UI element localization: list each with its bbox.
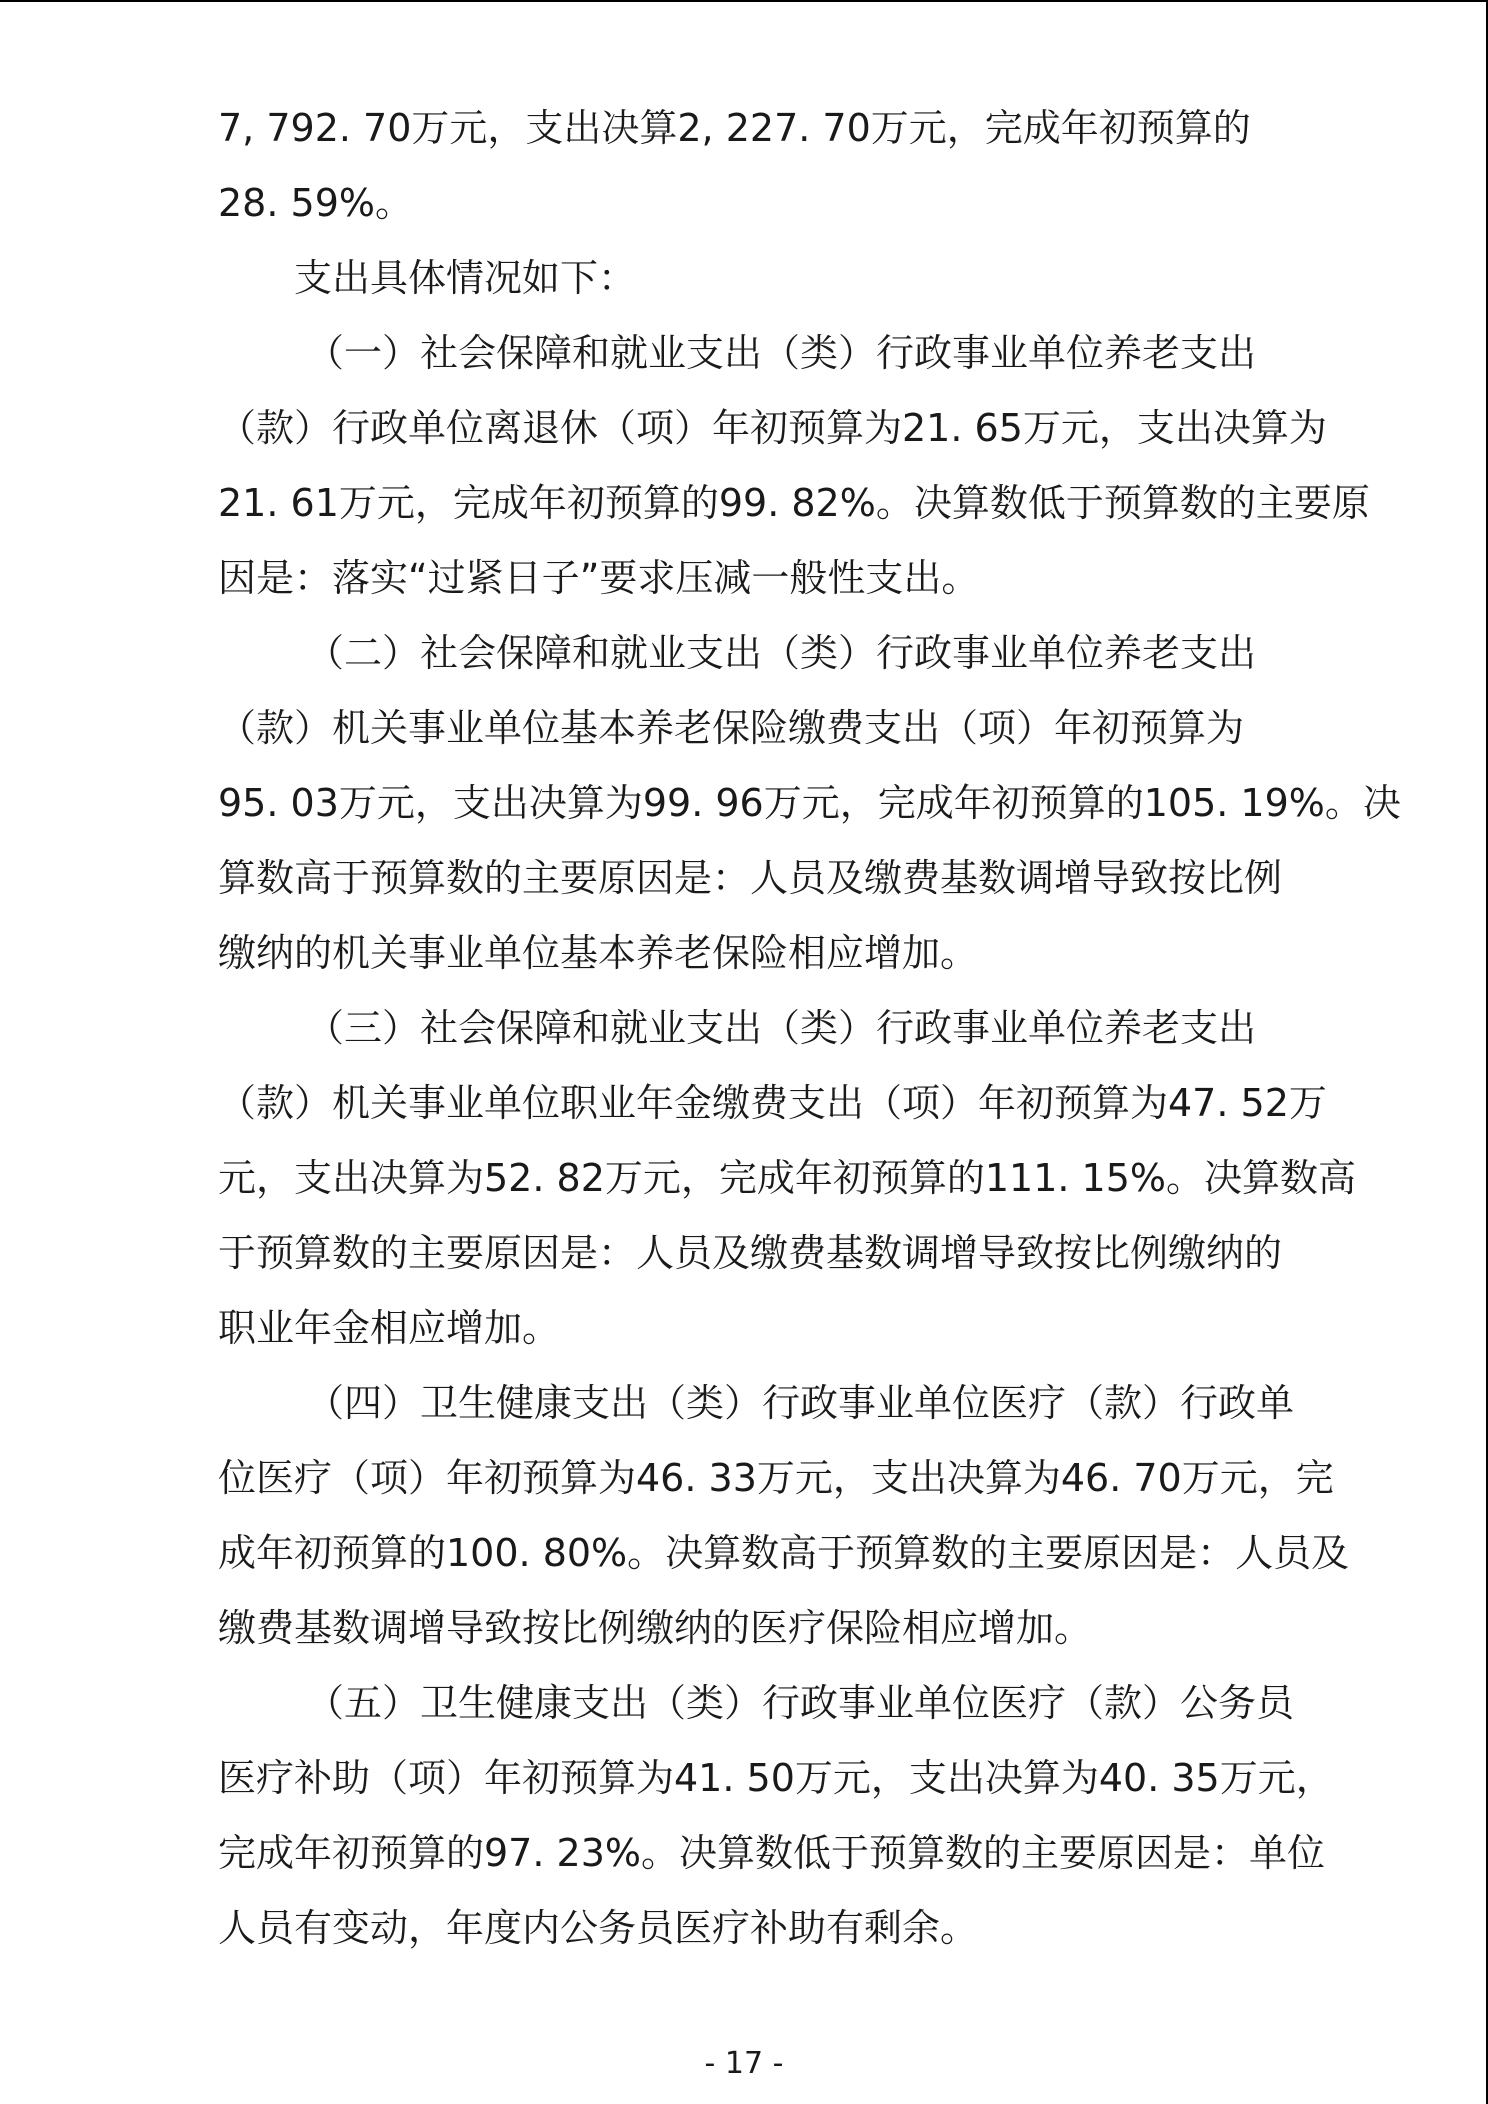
text-line: 缴纳的机关事业单位基本养老保险相应增加。 (218, 931, 979, 975)
text-line: （款）机关事业单位职业年金缴费支出（项）年初预算为47. 52万 (218, 1081, 1327, 1125)
document-body (218, 96, 1401, 1971)
item-2-heading: （二）社会保障和就业支出（类）行政事业单位养老支出 (306, 631, 1257, 675)
text-line: 缴费基数调增导致按比例缴纳的医疗保险相应增加。 (218, 1606, 1093, 1650)
text-line: 完成年初预算的97. 23%。决算数低于预算数的主要原因是：单位 (218, 1831, 1325, 1875)
text-line: 因是：落实“过紧日子”要求压减一般性支出。 (218, 556, 980, 600)
page-border-top (0, 0, 1488, 2)
text-line: 医疗补助（项）年初预算为41. 50万元，支出决算为40. 35万元， (218, 1756, 1334, 1800)
text-line: 95. 03万元，支出决算为99. 96万元，完成年初预算的105. 19%。决 (218, 781, 1401, 825)
text-line: 人员有变动，年度内公务员医疗补助有剩余。 (218, 1906, 979, 1950)
text-line: 21. 61万元，完成年初预算的99. 82%。决算数低于预算数的主要原 (218, 481, 1370, 525)
text-line: 成年初预算的100. 80%。决算数高于预算数的主要原因是：人员及 (218, 1531, 1350, 1575)
text-line: 于预算数的主要原因是：人员及缴费基数调增导致按比例缴纳的 (218, 1231, 1283, 1275)
item-3-heading: （三）社会保障和就业支出（类）行政事业单位养老支出 (306, 1006, 1257, 1050)
text-line: 7, 792. 70万元，支出决算2, 227. 70万元，完成年初预算的 (218, 106, 1251, 150)
text-line: 28. 59%。 (218, 181, 413, 225)
item-4-heading: （四）卫生健康支出（类）行政事业单位医疗（款）行政单 (306, 1381, 1295, 1425)
section-intro: 支出具体情况如下： (294, 256, 637, 300)
item-1-heading: （一）社会保障和就业支出（类）行政事业单位养老支出 (306, 331, 1257, 375)
page-number: - 17 - (704, 2046, 784, 2081)
text-line: （款）行政单位离退休（项）年初预算为21. 65万元，支出决算为 (218, 406, 1327, 450)
text-line: （款）机关事业单位基本养老保险缴费支出（项）年初预算为 (218, 706, 1245, 750)
item-5-heading: （五）卫生健康支出（类）行政事业单位医疗（款）公务员 (306, 1681, 1295, 1725)
text-line: 元，支出决算为52. 82万元，完成年初预算的111. 15%。决算数高 (218, 1156, 1357, 1200)
text-line: 算数高于预算数的主要原因是：人员及缴费基数调增导致按比例 (218, 856, 1283, 900)
text-line: 职业年金相应增加。 (218, 1306, 561, 1350)
text-line: 位医疗（项）年初预算为46. 33万元，支出决算为46. 70万元，完 (218, 1456, 1334, 1500)
